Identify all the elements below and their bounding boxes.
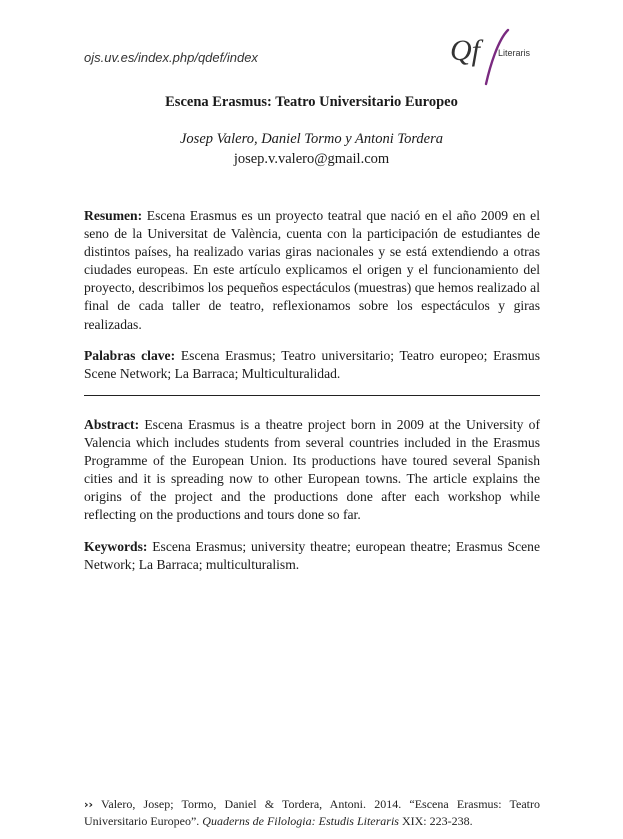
palabras-clave-label: Palabras clave: [84, 348, 176, 363]
abstract-paragraph [84, 416, 540, 525]
resumen-text: Escena Erasmus es un proyecto teatral que nació en el año 2009 en el seno de la Universitat de València, cuenta con la participación de estudiantes de distintos países, ha realizado varias giras nacionales y se está extendiendo a otras ciudades europeas. En este artículo explicamos el origen y el funcionamiento del proyecto, describimos los pequeños espectáculos (muestras) que hemos realizado al final de cada taller de teatro, reflexionamos sobre los espectáculos y giras realizadas. [84, 208, 540, 332]
abstract-text: Escena Erasmus is a theatre project born in 2009 at the University of Valencia which includes students from several countries included in the Erasmus Programme of the European Union. Its productions have toured several Spanish cities and it is spreading now to other European towns. The article explains the origins of the project and the productions done after each workshop while reflecting on the productions and tours done so far. [84, 417, 540, 523]
logo-word: Literaris [498, 48, 531, 58]
palabras-clave-text: Escena Erasmus; Teatro universitario; Teatro europeo; Erasmus Scene Network; La Barraca; Multiculturalidad. [84, 348, 540, 382]
citation-footer [84, 796, 540, 829]
double-chevron-icon: ›› [84, 798, 94, 811]
citation-end: XIX: 223-238. [398, 814, 473, 828]
citation-start: Valero, Josep; Tormo, Daniel & Tordera, Antoni. 2014. “Escena Erasmus: Teatro Universitario Europeo”. [84, 797, 540, 828]
resumen-paragraph [84, 207, 540, 334]
keywords-text: Escena Erasmus; university theatre; european theatre; Erasmus Scene Network; La Barraca; multiculturalism. [84, 539, 540, 573]
resumen-label: Resumen: [84, 208, 143, 223]
keywords-label: Keywords: [84, 539, 148, 554]
logo-letters: Qf [450, 34, 480, 67]
journal-name: Quaderns de Filologia: Estudis Literaris [202, 814, 399, 828]
section-divider [84, 395, 540, 396]
keywords-paragraph [84, 538, 540, 574]
palabras-clave-paragraph [84, 347, 540, 383]
author-email[interactable]: josep.v.valero@gmail.com [233, 151, 390, 167]
article-authors: Josep Valero, Daniel Tormo y Antoni Tordera [179, 131, 444, 147]
journal-url[interactable]: ojs.uv.es/index.php/qdef/index [84, 50, 258, 65]
article-title: Escena Erasmus: Teatro Universitario Europeo [165, 94, 458, 110]
abstract-label: Abstract: [84, 417, 140, 432]
